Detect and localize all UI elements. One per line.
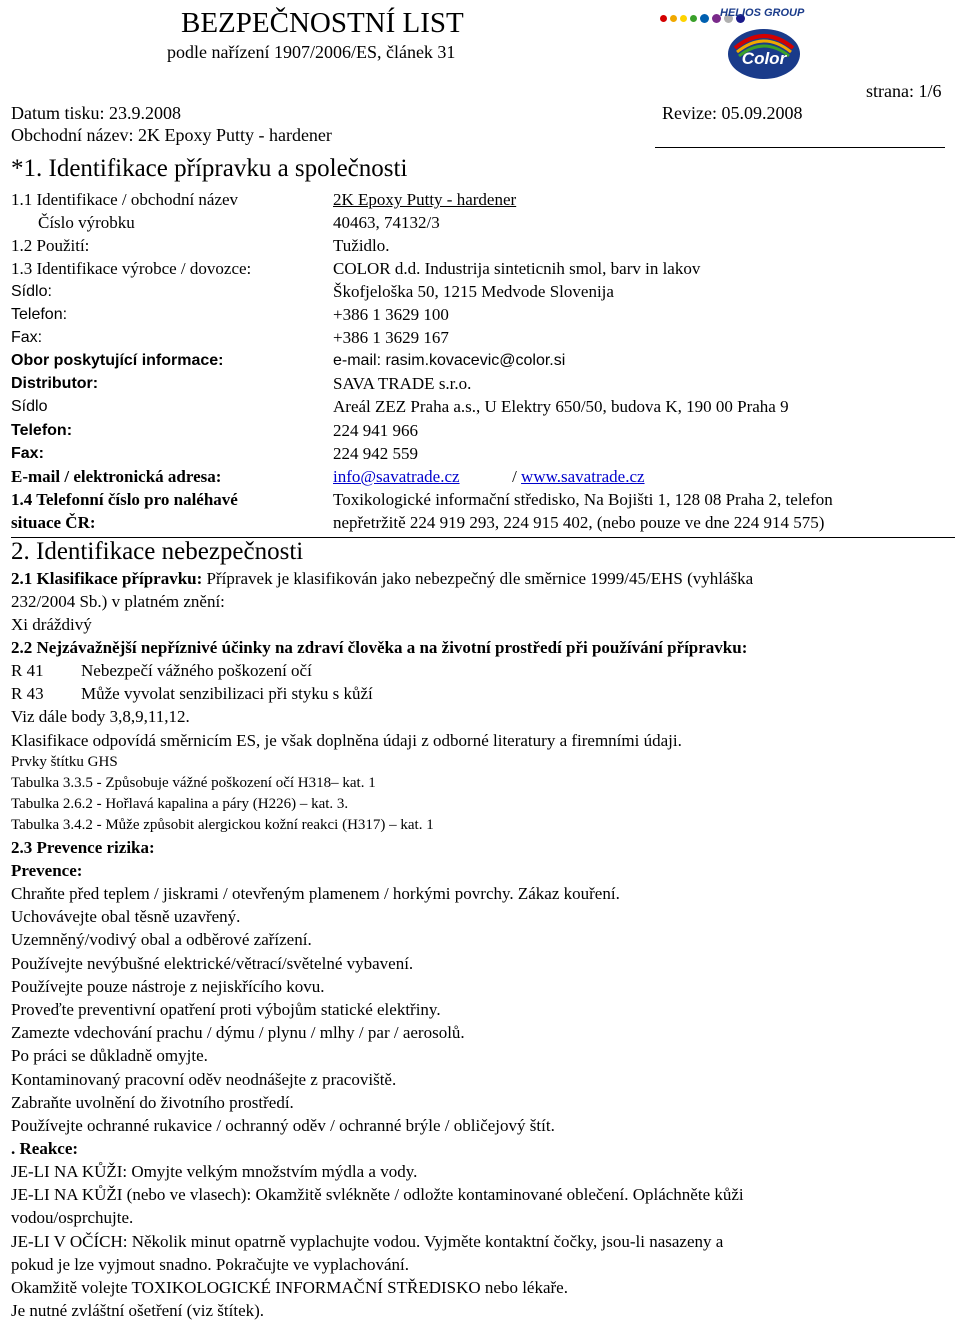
section-1-value: COLOR d.d. Industrija sinteticnih smol, barv in lakov — [333, 259, 701, 278]
section-1-value: 224 942 559 — [333, 444, 418, 463]
section-1-label: Distributor: — [11, 375, 99, 392]
classification-text-2: 232/2004 Sb.) v platném znění: — [11, 592, 225, 611]
prevention-heading: 2.3 Prevence rizika: — [11, 838, 155, 857]
r-phrase-text: Může vyvolat senzibilizaci při styku s kůží — [81, 684, 373, 703]
section-1-label: Fax: — [11, 329, 43, 346]
web-link[interactable]: www.savatrade.cz — [521, 467, 645, 486]
color-logo — [727, 28, 801, 80]
print-date: Datum tisku: 23.9.2008 — [11, 103, 181, 123]
effects-heading: 2.2 Nejzávažnější nepříznivé účinky na zdraví člověka a na životní prostředí při používání přípravku: — [11, 638, 748, 657]
prevention-item: Používejte ochranné rukavice / ochranný oděv / ochranné brýle / obličejový štít. — [11, 1116, 555, 1135]
reaction-label: . Reakce: — [11, 1139, 79, 1158]
classification-line — [11, 568, 753, 590]
document-title: BEZPEČNOSTNÍ LIST — [181, 7, 464, 39]
prevention-item: Zamezte vdechování prachu / dýmu / plynu / mlhy / par / aerosolů. — [11, 1023, 465, 1043]
reaction-item: JE-LI V OČÍCH: Několik minut opatrně vyplachujte vodou. Vyjměte kontaktní čočky, jsou-li nasazeny a — [11, 1231, 724, 1251]
prevention-item: Uchovávejte obal těsně uzavřený. — [11, 907, 241, 927]
email-row — [333, 466, 645, 488]
revision-date: Revize: 05.09.2008 — [662, 103, 803, 123]
reaction-item: JE-LI NA KŮŽI (nebo ve vlasech): Okamžitě svlékněte / odložte kontaminované oblečení. Opláchněte kůži — [11, 1185, 744, 1205]
trade-name: Obchodní název: 2K Epoxy Putty - hardener — [11, 125, 332, 145]
classification-label: 2.1 Klasifikace přípravku: — [11, 569, 203, 588]
section-1-value: +386 1 3629 167 — [333, 328, 449, 347]
svg-text:Color: Color — [741, 49, 787, 68]
section-1-label: 1.1 Identifikace / obchodní název — [11, 190, 239, 209]
ghs-line: Tabulka 3.4.2 - Může způsobit alergickou kožní reakci (H317) – kat. 1 — [11, 817, 434, 833]
prevention-label: Prevence: — [11, 861, 83, 880]
logo-dot — [660, 15, 667, 22]
helios-group-logo: HELIOS GROUP — [720, 7, 805, 19]
section-1-value: 40463, 74132/3 — [333, 213, 440, 232]
prevention-item: Uzemněný/vodivý obal a odběrové zařízení. — [11, 930, 312, 950]
classification-note: Klasifikace odpovídá směrnicím ES, je však doplněna údaji z odborné literatury a firemními údaji. — [11, 731, 682, 750]
section-2-heading: 2. Identifikace nebezpečnosti — [11, 538, 304, 565]
section-1-label: Číslo výrobku — [38, 213, 135, 232]
section-1-label: Obor poskytující informace: — [11, 352, 224, 369]
page-number: strana: 1/6 — [866, 81, 942, 101]
prevention-item: Používejte pouze nástroje z nejiskřícího kovu. — [11, 976, 325, 996]
section-1-value: +386 1 3629 100 — [333, 305, 449, 324]
section-1-label: Fax: — [11, 445, 44, 462]
section-1-label: Sídlo — [11, 398, 48, 415]
section-1-value: 2K Epoxy Putty - hardener — [333, 190, 517, 209]
emergency-label-line2: situace ČR: — [11, 513, 96, 532]
xi-irritant: Xi dráždivý — [11, 615, 92, 634]
section-1-label: Telefon: — [11, 422, 73, 439]
reaction-item: Okamžitě volejte TOXIKOLOGICKÉ INFORMAČNÍ STŘEDISKO nebo lékaře. — [11, 1278, 568, 1297]
document-subtitle: podle nařízení 1907/2006/ES, článek 31 — [167, 42, 456, 62]
section-1-value: SAVA TRADE s.r.o. — [333, 374, 472, 393]
section-1-value: Areál ZEZ Praha a.s., U Elektry 650/50, budova K, 190 00 Praha 9 — [333, 397, 789, 416]
ghs-line: Tabulka 3.3.5 - Způsobuje vážné poškození očí H318– kat. 1 — [11, 775, 376, 791]
emergency-value-line2: nepřetržitě 224 919 293, 224 915 402, (nebo pouze ve dne 224 914 575) — [333, 513, 825, 532]
reaction-item: pokud je lze vyjmout snadno. Pokračujte ve vyplachování. — [11, 1254, 409, 1274]
logo-dot — [680, 15, 687, 22]
prevention-item: Zabraňte uvolnění do životního prostředí. — [11, 1092, 294, 1112]
section-1-value: 224 941 966 — [333, 421, 418, 440]
section-1-value: e-mail: rasim.kovacevic@color.si — [333, 352, 566, 369]
email-separator: / — [512, 467, 517, 486]
section-1-label: 1.3 Identifikace výrobce / dovozce: — [11, 259, 252, 278]
section-1-label: 1.2 Použití: — [11, 236, 90, 255]
prevention-item: Používejte nevýbušné elektrické/větrací/světelné vybavení. — [11, 953, 414, 973]
prevention-item: Chraňte před teplem / jiskrami / otevřeným plamenem / horkými povrchy. Zákaz kouření. — [11, 884, 620, 903]
section-1-heading: *1. Identifikace přípravku a společnosti — [11, 155, 408, 182]
see-also: Viz dále body 3,8,9,11,12. — [11, 707, 190, 726]
r-phrase-code: R 43 — [11, 684, 44, 703]
section-1-value: Škofjeloška 50, 1215 Medvode Slovenija — [333, 282, 614, 301]
logo-dot — [700, 14, 709, 23]
section-1-label: Sídlo: — [11, 283, 52, 300]
prevention-item: Kontaminovaný pracovní oděv neodnášejte z pracoviště. — [11, 1069, 397, 1089]
email-label: E-mail / elektronická adresa: — [11, 467, 222, 486]
reaction-item: JE-LI NA KŮŽI: Omyjte velkým množstvím mýdla a vody. — [11, 1162, 418, 1181]
classification-text: Přípravek je klasifikován jako nebezpečný dle směrnice 1999/45/EHS (vyhláška — [202, 569, 754, 588]
logo-dot — [690, 15, 697, 22]
prevention-item: Proveďte preventivní opatření proti výbojům statické elektřiny. — [11, 1000, 441, 1019]
reaction-item: vodou/osprchujte. — [11, 1208, 134, 1228]
section-1-label: Telefon: — [11, 306, 68, 323]
r-phrase-code: R 41 — [11, 661, 44, 680]
ghs-line: Tabulka 2.6.2 - Hořlavá kapalina a páry (H226) – kat. 3. — [11, 796, 349, 812]
reaction-item: Je nutné zvláštní ošetření (viz štítek). — [11, 1301, 265, 1321]
r-phrase-text: Nebezpečí vážného poškození očí — [81, 661, 312, 680]
ghs-line: Prvky štítku GHS — [11, 754, 118, 770]
section-1-value: Tužidlo. — [333, 236, 390, 255]
emergency-label-line1: 1.4 Telefonní číslo pro naléhavé — [11, 490, 238, 509]
header-divider — [655, 147, 945, 148]
prevention-item: Po práci se důkladně omyjte. — [11, 1046, 208, 1066]
logo-dot — [670, 15, 677, 22]
email-link[interactable]: info@savatrade.cz — [333, 467, 460, 486]
emergency-value-line1: Toxikologické informační středisko, Na Bojišti 1, 128 08 Praha 2, telefon — [333, 490, 833, 509]
